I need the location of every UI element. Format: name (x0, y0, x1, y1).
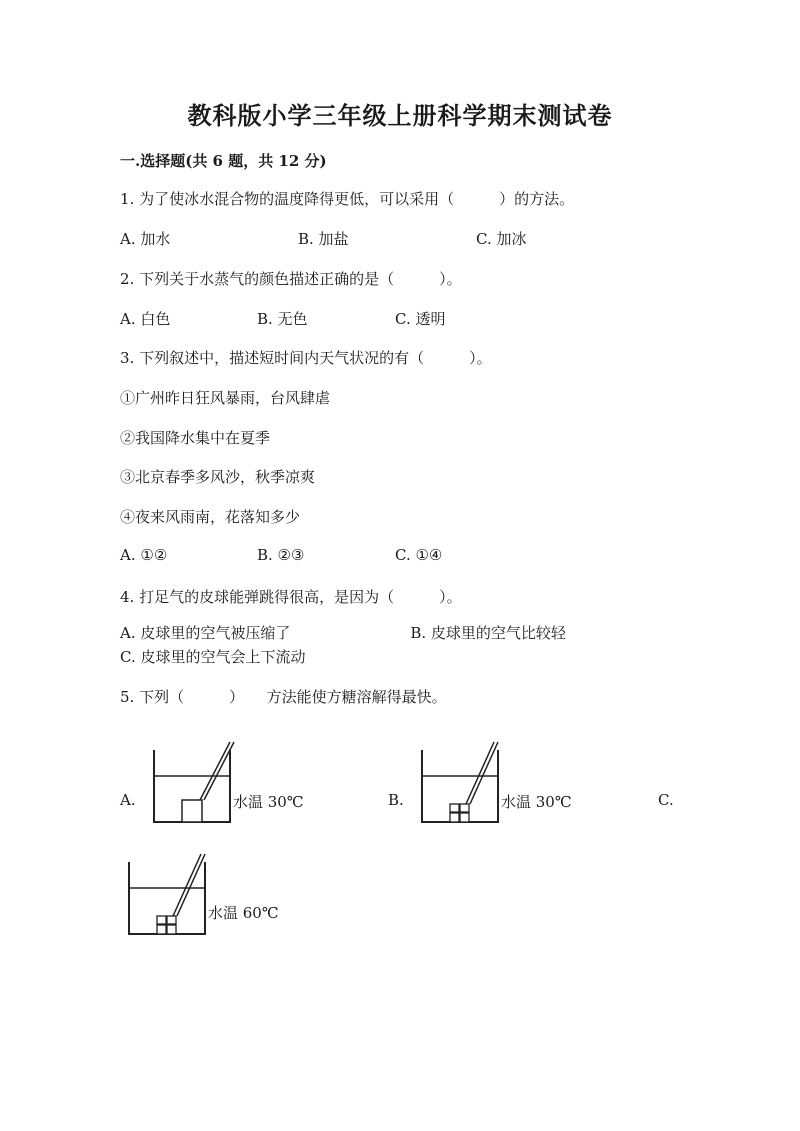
stir-stick (466, 742, 494, 804)
question-3-item-2: ②我国降水集中在夏季 (120, 429, 271, 447)
question-1-option-b: B. 加盐 (298, 230, 349, 248)
question-2-option-a: A. 白色 (120, 310, 171, 328)
question-3-item-1: ①广州昨日狂风暴雨，台风肆虐 (120, 389, 331, 407)
question-5-stem: 5. 下列（ ） 方法能使方糖溶解得最快。 (120, 688, 447, 706)
question-3-option-b: B. ②③ (257, 546, 305, 564)
beaker-c-diagram (127, 852, 213, 938)
beaker-b-temperature: 水温 30℃ (501, 793, 572, 811)
sugar-cube-pieces (450, 804, 469, 822)
question-2-option-c: C. 透明 (395, 310, 446, 328)
beaker-b-diagram (420, 740, 506, 826)
question-2-stem: 2. 下列关于水蒸气的颜色描述正确的是（ ）。 (120, 270, 462, 288)
stir-stick (200, 742, 230, 800)
question-3-item-3: ③北京春季多风沙，秋季凉爽 (120, 468, 316, 486)
question-5-option-c-label: C. (658, 791, 674, 809)
beaker-a-temperature: 水温 30℃ (233, 793, 304, 811)
question-1-stem: 1. 为了使冰水混合物的温度降得更低，可以采用（ ）的方法。 (120, 190, 575, 208)
question-4-stem: 4. 打足气的皮球能弹跳得很高，是因为（ ）。 (120, 588, 462, 606)
question-4-options: A. 皮球里的空气被压缩了 B. 皮球里的空气比较轻 C. 皮球里的空气会上下流动 (120, 624, 686, 666)
question-3-item-4: ④夜来风雨南，花落知多少 (120, 508, 301, 526)
section-heading: 一.选择题(共 6 题，共 12 分) (120, 152, 327, 170)
sugar-cube-whole (182, 800, 202, 822)
question-3-option-c: C. ①④ (395, 546, 443, 564)
question-3-option-a: A. ①② (120, 546, 168, 564)
beaker-a-diagram (152, 740, 238, 826)
beaker-c-temperature: 水温 60℃ (208, 904, 279, 922)
question-5-option-a-label: A. (120, 791, 136, 809)
page-title: 教科版小学三年级上册科学期末测试卷 (187, 101, 613, 130)
question-1-option-a: A. 加水 (120, 230, 171, 248)
question-3-stem: 3. 下列叙述中，描述短时间内天气状况的有（ ）。 (120, 349, 492, 367)
stir-stick (173, 854, 201, 916)
question-2-option-b: B. 无色 (257, 310, 308, 328)
question-5-option-b-label: B. (388, 791, 404, 809)
question-1-option-c: C. 加冰 (476, 230, 527, 248)
sugar-cube-pieces (157, 916, 176, 934)
